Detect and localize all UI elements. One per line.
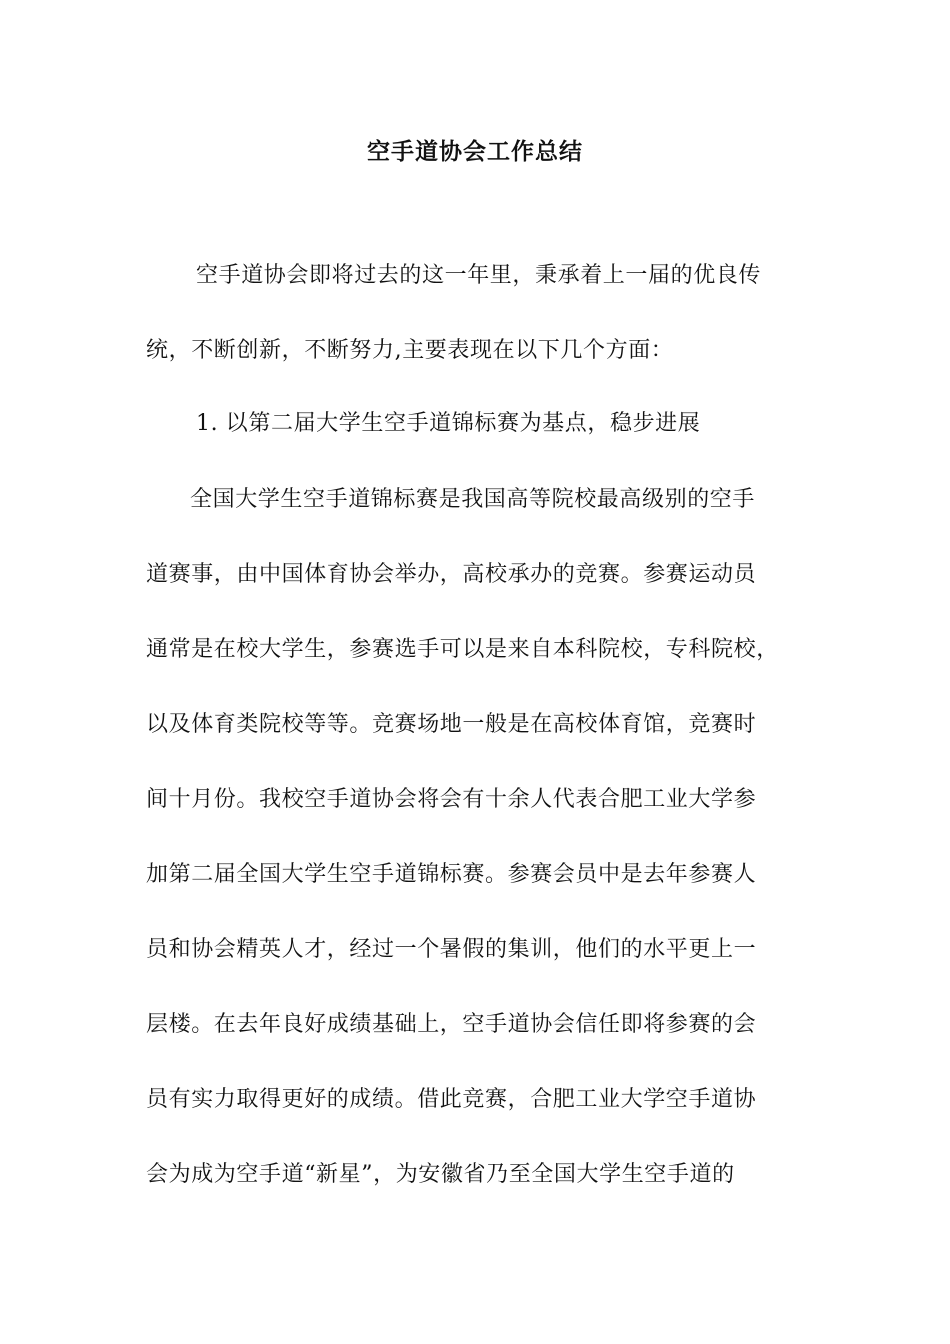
paragraph-line-10: 员和协会精英人才，经过一个暑假的集训，他们的水平更上一: [146, 937, 757, 962]
paragraph-line-9: 加第二届全国大学生空手道锦标赛。参赛会员中是去年参赛人: [146, 862, 757, 887]
paragraph-line-2: 统，不断创新，不断努力,主要表现在以下几个方面：: [146, 338, 674, 363]
paragraph-line-13: 会为成为空手道“新星”，为安徽省乃至全国大学生空手道的: [146, 1162, 735, 1187]
section-heading-1: 1. 以第二届大学生空手道锦标赛为基点，稳步进展: [196, 411, 701, 436]
paragraph-line-7: 以及体育类院校等等。竞赛场地一般是在高校体育馆，竞赛时: [146, 712, 757, 737]
paragraph-line-1: 空手道协会即将过去的这一年里，秉承着上一届的优良传: [196, 263, 762, 288]
paragraph-line-6: 通常是在校大学生，参赛选手可以是来自本科院校，专科院校，: [146, 637, 779, 662]
paragraph-line-11: 层楼。在去年良好成绩基础上，空手道协会信任即将参赛的会: [146, 1012, 757, 1037]
paragraph-line-12: 员有实力取得更好的成绩。借此竞赛，合肥工业大学空手道协: [146, 1087, 757, 1112]
paragraph-line-4: 全国大学生空手道锦标赛是我国高等院校最高级别的空手: [190, 487, 756, 512]
document-title: 空手道协会工作总结: [367, 138, 583, 165]
paragraph-line-5: 道赛事，由中国体育协会举办，高校承办的竞赛。参赛运动员: [146, 562, 757, 587]
paragraph-line-8: 间十月份。我校空手道协会将会有十余人代表合肥工业大学参: [146, 787, 757, 812]
